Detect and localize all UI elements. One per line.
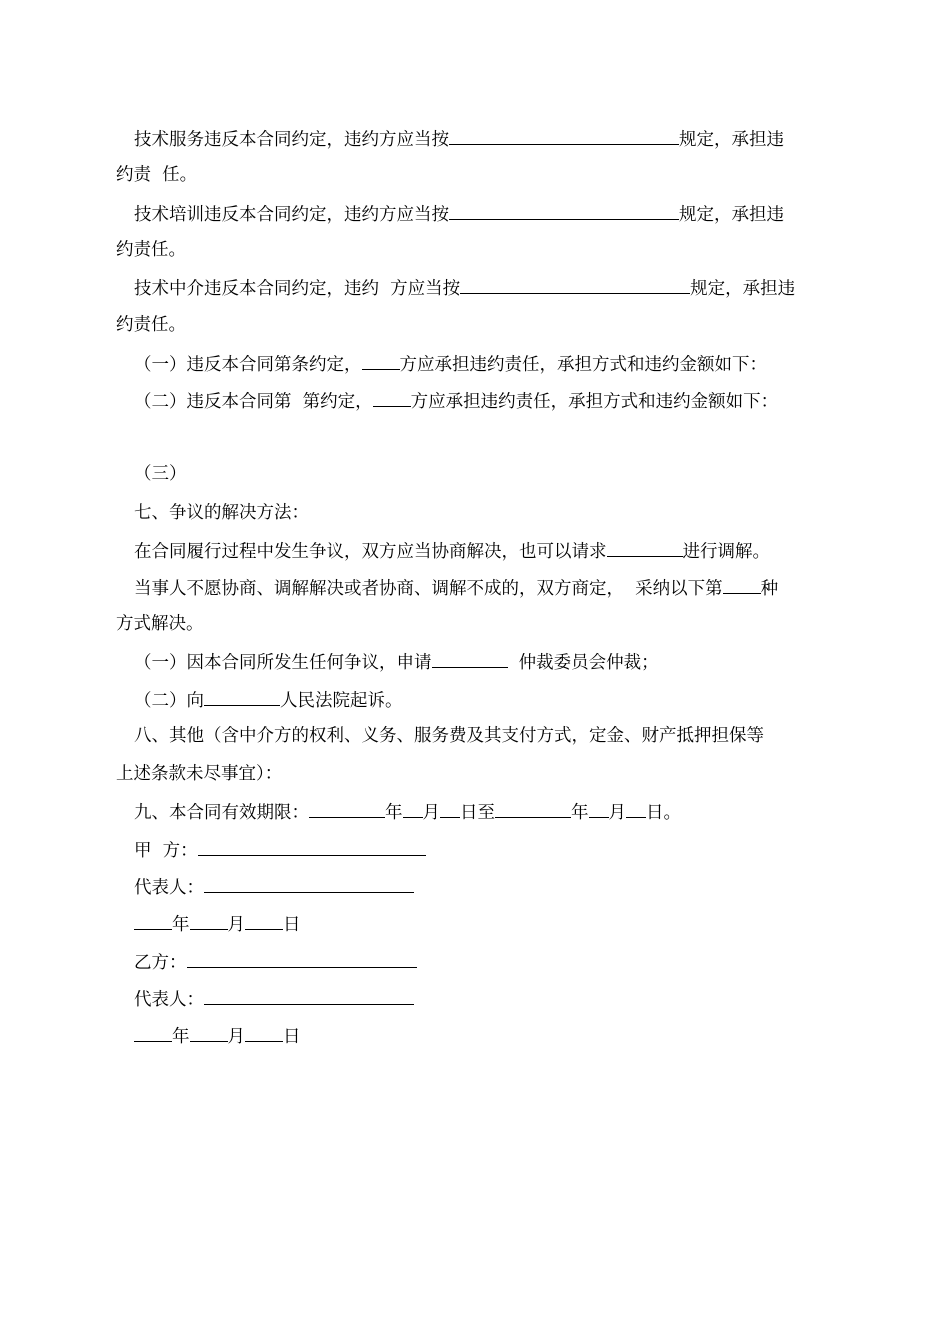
training-clause [134,201,784,227]
party-b-rep-blank [204,986,414,1005]
rep-label: 代表人： [134,990,204,1010]
intermediary-cont: 约责任。 [116,315,186,335]
breach-1-text: （一）违反本合同第条约定， [134,355,362,375]
year-blank [134,1023,172,1042]
mediation-text: 在合同履行过程中发生争议，双方应当协商解决，也可以请求 [134,542,607,562]
intermediary-blank [460,275,690,294]
arbitration-text-end: 仲裁委员会仲裁； [507,653,659,673]
breach-1-blank [362,351,400,370]
day-blank [245,1023,283,1042]
year-label: 年 [385,803,403,823]
breach-item-2 [134,388,778,414]
start-day-blank [440,799,460,818]
breach-item-1 [134,351,767,377]
agreement-cont: 方式解决。 [116,614,204,634]
service-cont: 约责 任。 [116,165,198,185]
court-option [134,687,403,713]
year-label: 年 [571,803,589,823]
training-text: 技术培训违反本合同约定，违约方应当按 [134,205,449,225]
agreement-blank [723,575,761,594]
day-blank [245,911,283,930]
party-b-line [134,949,417,975]
year-label: 年 [172,915,190,935]
section8-line1: 八、其他（含中介方的权利、义务、服务费及其支付方式，定金、财产抵押担保等 [134,726,764,746]
day-label: 日 [283,915,301,935]
court-text: （二）向 [134,691,204,711]
section7-heading: 七、争议的解决方法： [134,503,309,523]
party-a-rep-line [134,874,414,900]
party-a-date-line [134,911,301,937]
validity-period [134,799,681,825]
rep-label: 代表人： [134,878,204,898]
service-clause [134,126,784,152]
end-day-blank [626,799,646,818]
start-month-blank [403,799,423,818]
end-year-blank [495,799,571,818]
party-b-date-line [134,1023,301,1049]
training-cont: 约责任。 [116,240,186,260]
month-blank [190,1023,228,1042]
year-label: 年 [172,1027,190,1047]
end-month-blank [589,799,609,818]
intermediary-text: 技术中介违反本合同约定，违约 方应当按 [134,279,461,299]
month-label: 月 [227,915,245,935]
court-blank [204,687,280,706]
court-text-end: 人民法院起诉。 [280,691,403,711]
start-year-blank [309,799,385,818]
agreement-text: 当事人不愿协商、调解解决或者协商、调解不成的，双方商定， 采纳以下第 [134,579,723,599]
month-label: 月 [227,1027,245,1047]
month-label: 月 [422,803,440,823]
day-label: 日。 [646,803,681,823]
month-label: 月 [608,803,626,823]
section8-line2: 上述条款未尽事宜）： [116,764,283,784]
party-b-blank [187,949,417,968]
party-a-line [134,837,426,863]
month-blank [190,911,228,930]
breach-item-3: （三） [134,464,187,484]
training-blank [449,201,679,220]
intermediary-clause [134,275,795,301]
day-label: 日 [283,1027,301,1047]
training-text-end: 规定，承担违 [679,205,784,225]
service-blank [449,126,679,145]
agreement-clause [134,575,778,601]
party-b-rep-line [134,986,414,1012]
intermediary-text-end: 规定，承担违 [690,279,796,299]
breach-2-blank [373,388,411,407]
breach-2-text-end: 方应承担违约责任，承担方式和违约金额如下： [410,392,779,412]
year-blank [134,911,172,930]
agreement-text-end: 种 [760,579,779,599]
validity-label: 九、本合同有效期限： [134,803,309,823]
arbitration-blank [432,649,508,668]
arbitration-text: （一）因本合同所发生任何争议，申请 [134,653,432,673]
mediation-blank [607,538,683,557]
day-to-label: 日至 [460,803,495,823]
service-text: 技术服务违反本合同约定，违约方应当按 [134,130,449,150]
arbitration-option [134,649,659,675]
mediation-clause [134,538,770,564]
breach-2-text: （二）违反本合同第 第约定， [134,392,373,412]
party-a-label: 甲 方： [134,841,198,861]
party-a-rep-blank [204,874,414,893]
service-text-end: 规定，承担违 [679,130,784,150]
mediation-text-end: 进行调解。 [682,542,770,562]
party-a-blank [198,837,426,856]
party-b-label: 乙方： [134,953,187,973]
breach-1-text-end: 方应承担违约责任，承担方式和违约金额如下： [399,355,767,375]
